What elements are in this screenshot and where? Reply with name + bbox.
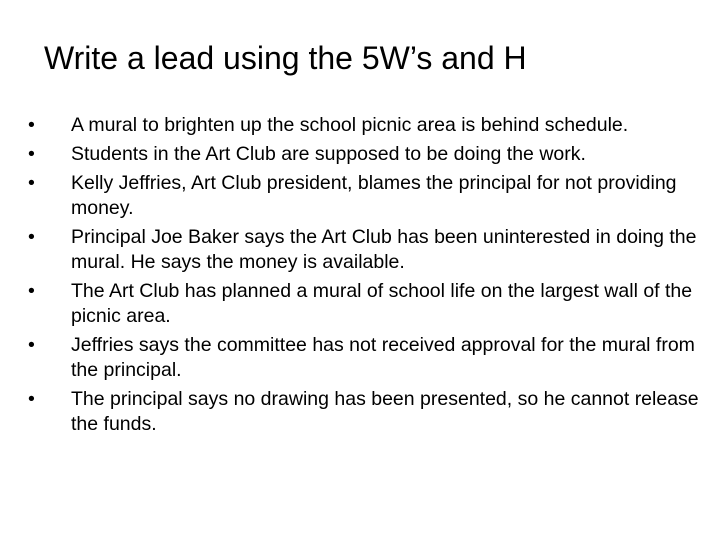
bullet-text: The principal says no drawing has been presented, so he cannot release the funds. (71, 388, 699, 435)
bullet-icon: • (28, 280, 35, 302)
bullet-icon: • (28, 334, 35, 356)
bullet-icon: • (28, 388, 35, 410)
bullet-list (28, 113, 708, 441)
bullet-text: Principal Joe Baker says the Art Club has been uninterested in doing the mural. He says the money is available. (71, 226, 697, 273)
list-item (28, 142, 708, 167)
bullet-text: A mural to brighten up the school picnic area is behind schedule. (71, 114, 629, 136)
list-item (28, 387, 708, 437)
bullet-text: Kelly Jeffries, Art Club president, blames the principal for not providing money. (71, 172, 677, 219)
list-item (28, 171, 708, 221)
bullet-icon: • (28, 143, 35, 165)
bullet-icon: • (28, 172, 35, 194)
bullet-text: Jeffries says the committee has not received approval for the mural from the principal. (71, 334, 695, 381)
list-item (28, 113, 708, 138)
bullet-icon: • (28, 114, 35, 136)
bullet-text: Students in the Art Club are supposed to be doing the work. (71, 143, 586, 165)
slide-title: Write a lead using the 5W’s and H (44, 40, 527, 76)
list-item (28, 333, 708, 383)
list-item (28, 225, 708, 275)
bullet-icon: • (28, 226, 35, 248)
list-item (28, 279, 708, 329)
bullet-text: The Art Club has planned a mural of school life on the largest wall of the picnic area. (71, 280, 693, 327)
